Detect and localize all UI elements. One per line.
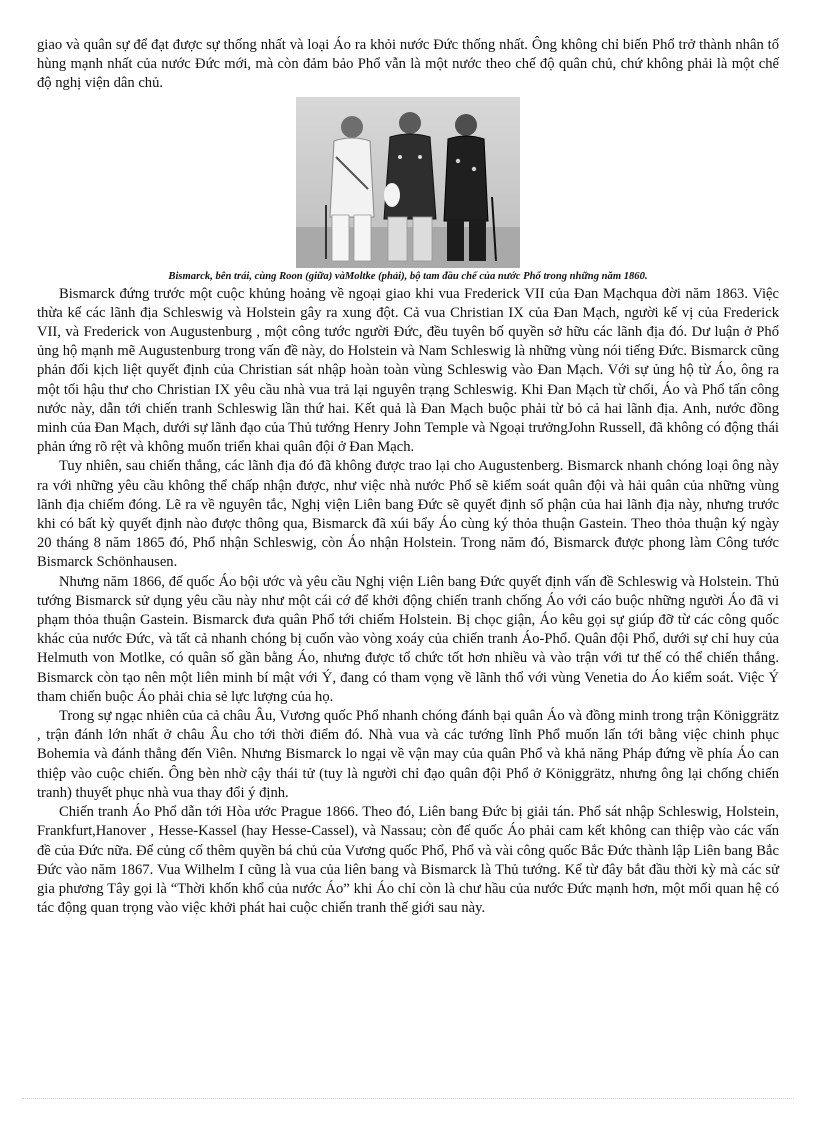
paragraph-5: Chiến tranh Áo Phổ dẫn tới Hòa ước Prague 1866. Theo đó, Liên bang Đức bị giải tán. Phổ sát nhập Schleswig, Holstein, Frankfurt,Hanover , Hesse-Kassel (hay Hesse-Cassel), và Nassau; còn đế quốc Áo phải cam kết không can thiệp vào các vấn đề của Đức nữa. Để củng cố thêm quyền bá chủ của Vương quốc Phổ, Phổ và vài công quốc Bắc Đức thành lập Liên bang Bắc Đức vào năm 1867. Vua Wilhelm I cũng là vua của liên bang và Bismarck là Thủ tướng. Kể từ đây bắt đầu thời kỳ mà các sử gia phương Tây gọi là “Thời khốn khổ của nước Áo” khi Áo chỉ còn là chư hầu của nước Đức mạnh hơn, một mối quan hệ có tác động quan trọng vào việc khởi phát hai cuộc chiến tranh thế giới sau này.	[37, 804, 779, 917]
page-footer-rule	[22, 1098, 794, 1099]
paragraph-3: Nhưng năm 1866, đế quốc Áo bội ước và yêu cầu Nghị viện Liên bang Đức quyết định vấn đề Schleswig và Holstein. Thủ tướng Bismarck sử dụng yêu cầu này như một cái cớ để khởi động chiến tranh chống Áo với cáo buộc những người Áo đã vi phạm thỏa thuận Gastein. Bismarck đưa quân Phổ tới chiếm Holstein. Bị chọc giận, Áo kêu gọi sự giúp đỡ từ các công quốc khác của nước Đức, và tất cả nhanh chóng bị cuốn vào vòng xoáy của chiến tranh Áo-Phổ. Quân đội Phổ, dưới sự chỉ huy của Helmuth von Motlke, có quân số gần bằng Áo, nhưng được tổ chức tốt hơn nhiều và vào trận với tư thế có thể chiến thắng. Bismarck còn tạo nên một liên minh bí mật với Ý, đang có tham vọng về lãnh thổ với vùng Venetia do Áo kiểm soát. Việc Ý tham chiến buộc Áo phải chia sẻ lực lượng của họ.	[37, 573, 779, 705]
figure	[37, 97, 779, 283]
paragraph-4: Trong sự ngạc nhiên của cả châu Âu, Vương quốc Phổ nhanh chóng đánh bại quân Áo và đồng minh trong trận Königgrätz , trận đánh lớn nhất ở châu Âu cho tới thời điểm đó. Nhà vua và các tướng lĩnh Phổ muốn lấn tới bằng việc chinh phục Bohemia và đánh thẳng đến Viên. Nhưng Bismarck lo ngại về vận may của quân Phổ và khả năng Pháp đứng về phía Áo can thiệp vào cuộc chiến. Ông bèn nhờ cậy thái tử (tuy là người chỉ đạo quân đội Phổ ở Königgrätz, nhưng ông lại chống chiến tranh) thuyết phục nhà vua thay đổi ý định.	[37, 708, 779, 801]
paragraph-2: Tuy nhiên, sau chiến thắng, các lãnh địa đó đã không được trao lại cho Augustenberg. Bismarck nhanh chóng loại ông này ra với những yêu cầu không thể chấp nhận được, như việc nhà nước Phổ sẽ kiểm soát quân đội và hải quân của những vùng lãnh địa chiếm đóng. Lẽ ra về nguyên tắc, Nghị viện Liên bang Đức sẽ quyết định số phận của hai lãnh địa này, nhưng trước khi có bất kỳ quyết định nào được thông qua, Bismarck đã xúi bẩy Áo cùng ký thỏa thuận Gastein. Theo thỏa thuận ký ngày 20 tháng 8 năm 1865 đó, Phổ nhận Schleswig, còn Áo nhận Holstein. Trong năm đó, Bismarck được phong làm Công tước Bismarck Schönhausen.	[37, 458, 779, 571]
paragraph-1: Bismarck đứng trước một cuộc khủng hoảng về ngoại giao khi vua Frederick VII của Đan Mạchqua đời năm 1863. Việc thừa kế các lãnh địa Schleswig và Holstein gây ra xung đột. Cả vua Christian IX của Đan Mạch, người kế vị của Frederick VII, và Frederick von Augustenburg , một công tước người Đức, đều tuyên bố quyền sở hữu các lãnh địa đó. Dư luận ở Phổ ủng hộ mạnh mẽ Augustenburg trong vấn đề này, do Holstein và Nam Schleswig là những vùng nói tiếng Đức. Bismarck cũng phản đối kịch liệt quyết định của Christian sát nhập hoàn toàn vùng Schleswig vào Đan Mạch. Với sự ủng hộ từ Áo, ông ra một tối hậu thư cho Christian IX yêu cầu nhà vua trả lại nguyên trạng Schleswig. Khi Đan Mạch từ chối, Áo và Phổ tấn công nước này, dẫn tới chiến tranh Schleswig lần thứ hai. Kết quả là Đan Mạch buộc phải từ bỏ cả hai lãnh địa. Anh, nước đồng minh của Đan Mạch, dưới sự lãnh đạo của Thủ tướng Henry John Temple và Ngoại trưởngJohn Russell, đã không có động thái phản ứng rõ rệt và không muốn triển khai quân đội ở Đan Mạch.	[37, 285, 779, 456]
historical-photo	[296, 97, 520, 268]
intro-paragraph: giao và quân sự để đạt được sự thống nhất và loại Áo ra khỏi nước Đức thống nhất. Ông không chỉ biến Phổ trở thành nhân tố hùng mạnh nhất của nước Đức mới, mà còn đảm bảo Phổ vẫn là một nước theo chế độ quân chủ, chứ không phải là một chế độ nghị viện dân chủ.	[37, 37, 779, 92]
figure-caption: Bismarck, bên trái, cùng Roon (giữa) vàMoltke (phải), bộ tam đầu chế của nước Phổ trong những năm 1860.	[168, 270, 648, 282]
